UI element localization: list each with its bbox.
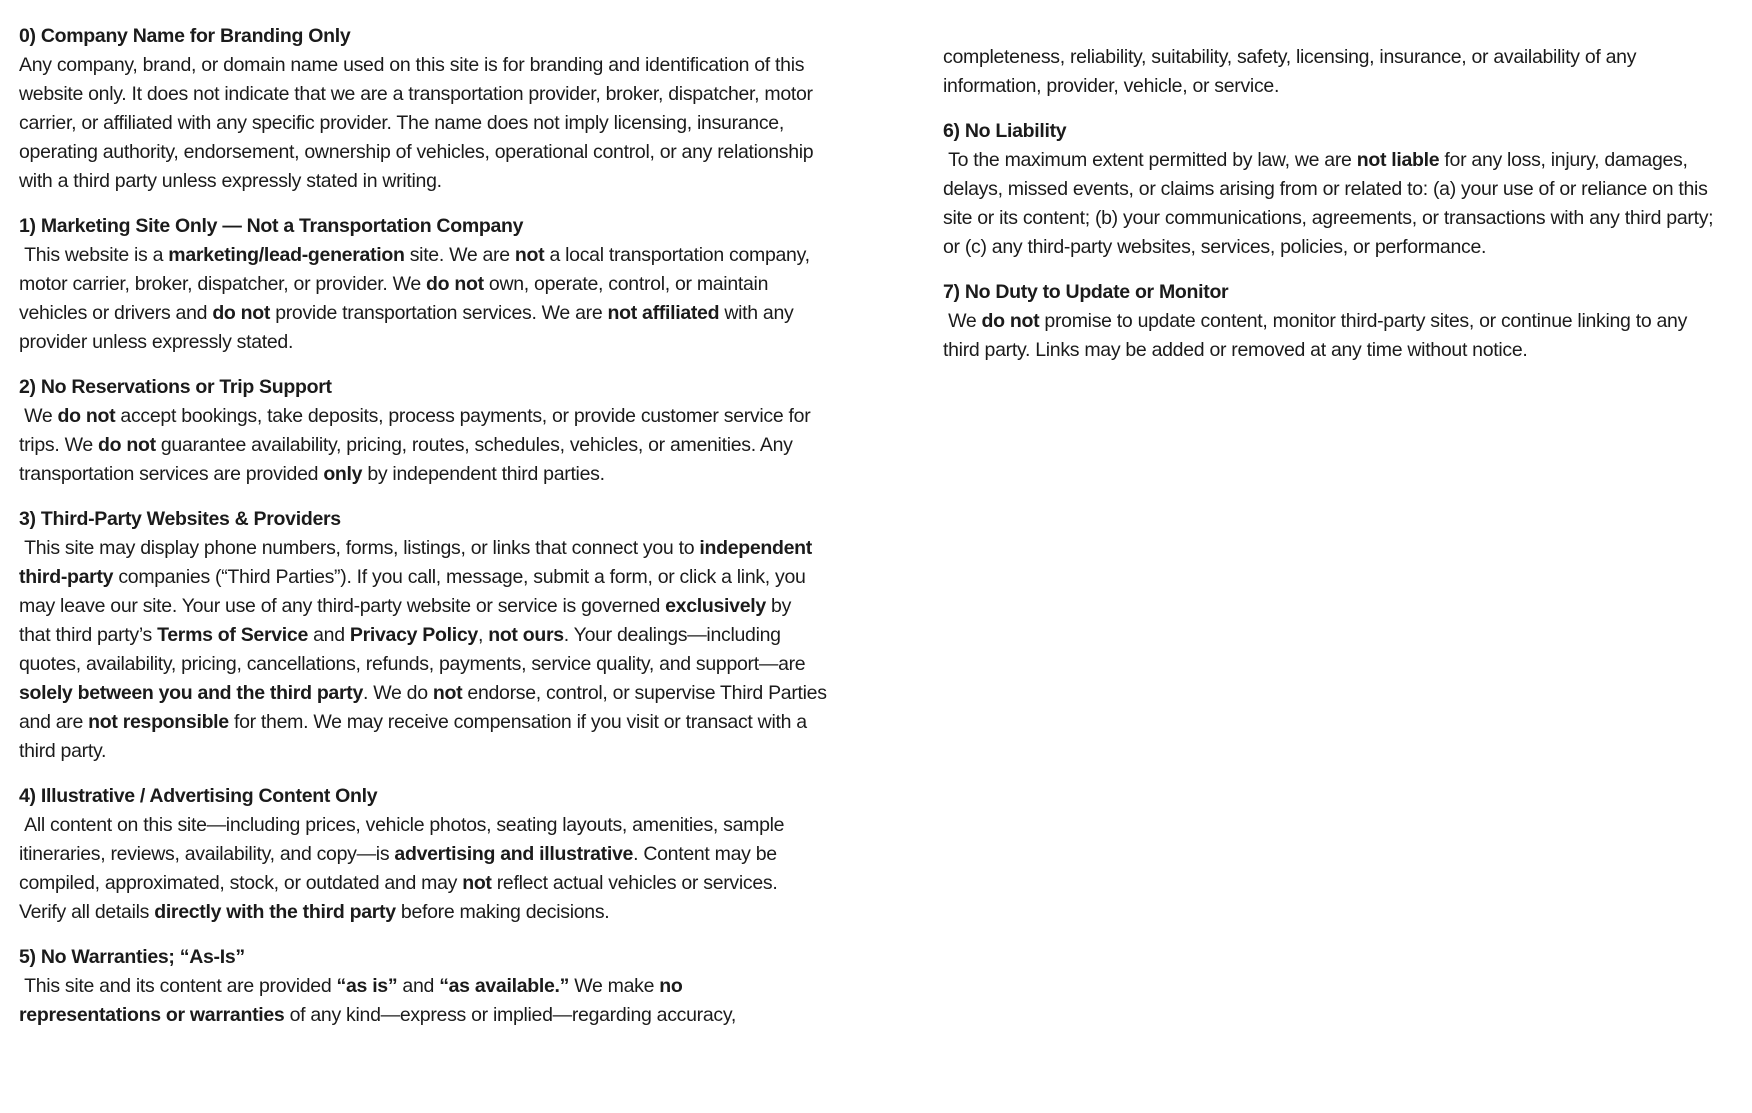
section-heading: 6) No Liability [943, 120, 1067, 142]
section-paragraph [943, 307, 1725, 365]
bold-text-run: no representations or warranties [19, 975, 688, 1026]
section [19, 505, 832, 766]
section-heading: 4) Illustrative / Advertising Content Only [19, 785, 378, 807]
section-heading: 5) No Warranties; “As-Is” [19, 946, 245, 968]
section-paragraph [19, 534, 832, 766]
text-run: We [943, 310, 982, 332]
text-run: of any kind—express or implied—regarding accuracy, [284, 1004, 736, 1026]
bold-text-run: exclusively [665, 595, 766, 617]
section [19, 943, 827, 1030]
bold-text-run: “as is” [336, 975, 398, 997]
text-run: completeness, reliability, suitability, safety, licensing, insurance, or availability of any information, provider, vehicle, or service. [943, 46, 1642, 97]
section-heading: 3) Third-Party Websites & Providers [19, 508, 341, 530]
section [943, 43, 1725, 101]
section [19, 782, 827, 927]
bold-text-run: not ours [488, 624, 564, 646]
text-run: guarantee availability, pricing, routes, schedules, vehicles, or amenities. Any transportation services are provided [19, 434, 798, 485]
bold-text-run: Privacy Policy [349, 624, 478, 646]
section-paragraph [19, 972, 827, 1030]
text-run: by independent third parties. [362, 463, 605, 485]
section-paragraph [19, 51, 827, 196]
bold-text-run: independent third-party [19, 537, 818, 588]
bold-text-run: do not [981, 310, 1040, 332]
text-run: This site may display phone numbers, forms, listings, or links that connect you to [19, 537, 700, 559]
bold-text-run: only [323, 463, 363, 485]
section-heading: 0) Company Name for Branding Only [19, 25, 351, 47]
section-paragraph [943, 146, 1725, 262]
section-heading: 7) No Duty to Update or Monitor [943, 281, 1229, 303]
right-column [943, 43, 1725, 365]
bold-text-run: not [432, 682, 463, 704]
text-run: reflect actual vehicles or services. Verify all details [19, 872, 783, 923]
bold-text-run: do not [98, 434, 156, 456]
bold-text-run: do not [426, 273, 484, 295]
text-run: promise to update content, monitor third-party sites, or continue linking to any third party. Links may be added or removed at any time without notice. [943, 310, 1693, 361]
section [943, 278, 1725, 365]
section-paragraph [19, 811, 827, 927]
bold-text-run: not responsible [88, 711, 229, 733]
bold-text-run: “as available.” [439, 975, 570, 997]
bold-text-run: marketing/lead-generation [168, 244, 405, 266]
bold-text-run: do not [212, 302, 271, 324]
bold-text-run: do not [57, 405, 116, 427]
text-run: , [477, 624, 489, 646]
text-run: companies (“Third Parties”). If you call, message, submit a form, or click a link, you may leave our site. Your use of any third-party website or service is governed [19, 566, 811, 617]
continued-paragraph [943, 43, 1725, 101]
text-run: and [308, 624, 350, 646]
text-run: . Content may be compiled, approximated, stock, or outdated and may [19, 843, 782, 894]
text-run: own, operate, control, or maintain vehicles or drivers and [19, 273, 774, 324]
section [19, 212, 827, 357]
bold-text-run: advertising and illustrative [394, 843, 634, 865]
section-paragraph [19, 402, 827, 489]
text-run: . Your dealings—including quotes, availability, pricing, cancellations, refunds, payments, service quality, and support—are [19, 624, 811, 675]
text-run: We [19, 405, 58, 427]
text-run: for any loss, injury, damages, delays, missed events, or claims arising from or related to: (a) your use of or reliance on this site or its content; (b) your communications, agreements, or transactions with any third party; or (c) any third-party websites, services, policies, or performance. [943, 149, 1719, 258]
text-run: This website is a [19, 244, 169, 266]
bold-text-run: solely between you and the third party [19, 682, 363, 704]
bold-text-run: not liable [1356, 149, 1440, 171]
text-run: All content on this site—including prices, vehicle photos, seating layouts, amenities, sample itineraries, reviews, availability, and copy—is [19, 814, 790, 865]
text-run: accept bookings, take deposits, process payments, or provide customer service for trips. We [19, 405, 816, 456]
text-run: endorse, control, or supervise Third Parties and are [19, 682, 832, 733]
bold-text-run: not [462, 872, 492, 894]
bold-text-run: Terms of Service [157, 624, 309, 646]
section-heading: 1) Marketing Site Only — Not a Transportation Company [19, 215, 524, 237]
text-run: site. We are [404, 244, 515, 266]
text-run: and [397, 975, 440, 997]
section-heading: 2) No Reservations or Trip Support [19, 376, 332, 398]
text-run: before making decisions. [395, 901, 610, 923]
section-paragraph [19, 241, 827, 357]
text-run: To the maximum extent permitted by law, we are [943, 149, 1357, 171]
section [19, 22, 827, 196]
text-run: provide transportation services. We are [270, 302, 608, 324]
bold-text-run: not [514, 244, 545, 266]
text-run: by that third party’s [19, 595, 797, 646]
text-run: for them. We may receive compensation if you visit or transact with a third party. [19, 711, 812, 762]
text-run: with any provider unless expressly stated. [19, 302, 799, 353]
left-column [19, 22, 832, 1030]
section [943, 117, 1725, 262]
text-run: Any company, brand, or domain name used on this site is for branding and identification of this website only. It does not indicate that we are a transportation provider, broker, dispatcher, motor carrier, or affiliated with any specific provider. The name does not imply licensing, insurance, operating authority, endorsement, ownership of vehicles, operational control, or any relationship with a third party unless expressly stated in writing. [19, 54, 819, 192]
text-run: We make [569, 975, 660, 997]
text-run: . We do [363, 682, 433, 704]
text-run: a local transportation company, motor carrier, broker, dispatcher, or provider. We [19, 244, 815, 295]
text-run: This site and its content are provided [19, 975, 337, 997]
section [19, 373, 827, 489]
bold-text-run: directly with the third party [154, 901, 396, 923]
bold-text-run: not affiliated [607, 302, 720, 324]
